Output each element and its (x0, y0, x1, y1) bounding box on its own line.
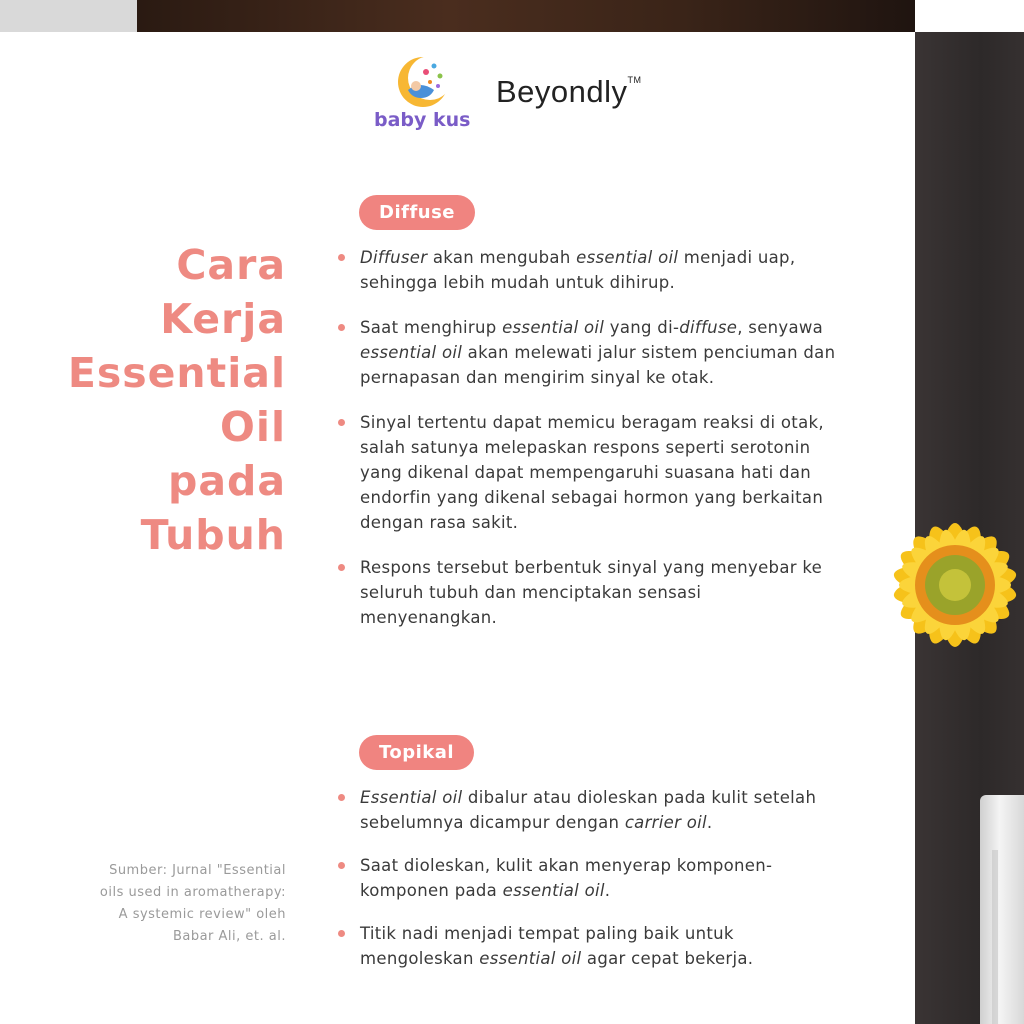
list-item: Diffuser akan mengubah essential oil menjadi uap, sehingga lebih mudah untuk dihirup. (338, 245, 838, 295)
sunflower-image-icon (815, 450, 1024, 720)
vase-image (980, 795, 1024, 1024)
title-line: Oil (220, 403, 286, 451)
babykus-wordmark: baby kus (374, 109, 471, 131)
title-line: Essential (67, 349, 286, 397)
section-topikal (338, 735, 838, 989)
list-item: Titik nadi menjadi tempat paling baik untuk mengoleskan essential oil agar cepat bekerja. (338, 921, 838, 971)
top-photo-strip (137, 0, 915, 32)
brand-logos (368, 52, 658, 132)
list-item: Saat dioleskan, kulit akan menyerap komponen-komponen pada essential oil. (338, 853, 838, 903)
list-item: Saat menghirup essential oil yang di-diffuse, senyawa essential oil akan melewati jalur sistem penciuman dan pernapasan dan mengirim sinyal ke otak. (338, 315, 838, 390)
title-line: Kerja (160, 295, 286, 343)
babykus-logo-icon (368, 52, 478, 132)
page-title (26, 238, 286, 562)
diffuse-list (338, 245, 838, 630)
title-line: pada (167, 457, 286, 505)
title-line: Cara (176, 241, 286, 289)
section-diffuse (338, 195, 838, 650)
trademark: TM (627, 74, 642, 85)
topikal-label-badge: Topikal (359, 735, 474, 770)
source-citation: Sumber: Jurnal "Essential oils used in aromatherapy: A systemic review" oleh Babar Ali, et. al. (99, 863, 286, 944)
list-item: Essential oil dibalur atau dioleskan pada kulit setelah sebelumnya dicampur dengan carrier oil. (338, 785, 838, 835)
title-line: Tubuh (140, 511, 286, 559)
diffuse-label-badge: Diffuse (359, 195, 475, 230)
list-item: Sinyal tertentu dapat memicu beragam reaksi di otak, salah satunya melepaskan respons seperti serotonin yang dikenal dapat mempengaruhi suasana hati dan endorfin yang dikenal sebagai hormon yang berkaitan dengan rasa sakit. (338, 410, 838, 535)
topikal-list (338, 785, 838, 971)
beyondly-wordmark: Beyondly (496, 74, 628, 109)
beyondly-logo (496, 74, 642, 110)
list-item: Respons tersebut berbentuk sinyal yang menyebar ke seluruh tubuh dan menciptakan sensasi menyenangkan. (338, 555, 838, 630)
top-strip (0, 0, 137, 32)
